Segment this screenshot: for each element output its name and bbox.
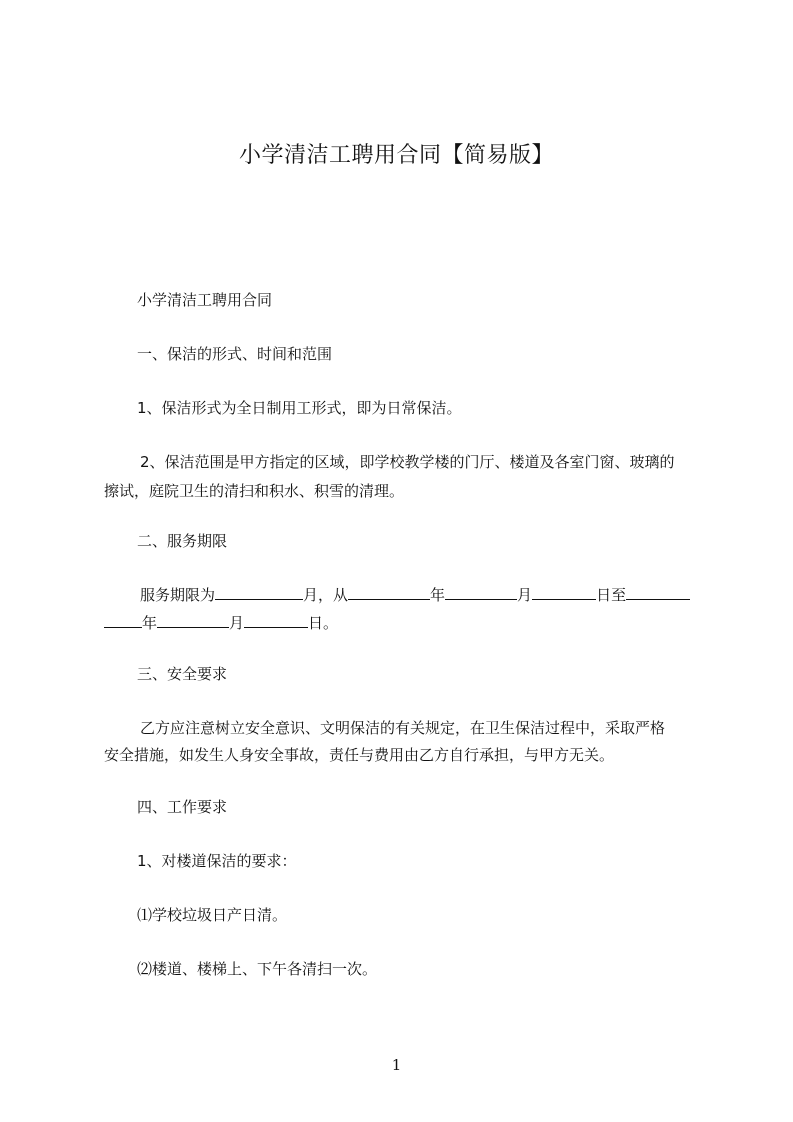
section-4-sub-item-1: ⑴学校垃圾日产日清。 bbox=[137, 906, 288, 924]
start-day-to-label: 日至 bbox=[596, 586, 627, 604]
section-4-sub-item-2: ⑵楼道、楼梯上、下午各清扫一次。 bbox=[137, 960, 378, 978]
end-year-label: 年 bbox=[142, 614, 158, 632]
service-term-line-1 bbox=[140, 584, 690, 606]
term-prefix: 服务期限为 bbox=[140, 586, 216, 604]
section-1-heading: 一、保洁的形式、时间和范围 bbox=[137, 345, 333, 363]
contract-subtitle: 小学清洁工聘用合同 bbox=[137, 291, 273, 309]
document-title: 小学清洁工聘用合同【简易版】 bbox=[238, 143, 554, 168]
term-month-label: 月，从 bbox=[303, 586, 349, 604]
start-year-label: 年 bbox=[430, 586, 446, 604]
section-3-heading: 三、安全要求 bbox=[137, 665, 228, 683]
section-4-heading: 四、工作要求 bbox=[137, 798, 228, 816]
end-month-blank[interactable] bbox=[157, 612, 229, 628]
start-month-label: 月 bbox=[517, 586, 533, 604]
section-1-item-1: 1、保洁形式为全日制用工形式，即为日常保洁。 bbox=[137, 399, 462, 417]
end-month-label: 月 bbox=[229, 614, 245, 632]
end-year-blank-part-1[interactable] bbox=[626, 584, 690, 600]
section-2-heading: 二、服务期限 bbox=[137, 532, 228, 550]
section-1-item-2-line-2: 擦试，庭院卫生的清扫和积水、积雪的清理。 bbox=[104, 482, 405, 500]
section-1-item-2-line-1: 2、保洁范围是甲方指定的区域，即学校教学楼的门厅、楼道及各室门窗、玻璃的 bbox=[140, 453, 675, 471]
section-3-paragraph-line-1: 乙方应注意树立安全意识、文明保洁的有关规定，在卫生保洁过程中，采取严格 bbox=[140, 719, 666, 737]
end-year-blank-part-2[interactable] bbox=[104, 612, 142, 628]
section-4-item-1: 1、对楼道保洁的要求： bbox=[137, 852, 297, 870]
start-day-blank[interactable] bbox=[532, 584, 596, 600]
service-term-line-2 bbox=[104, 612, 338, 634]
end-day-label: 日。 bbox=[308, 614, 339, 632]
page-number: 1 bbox=[391, 1056, 402, 1074]
end-day-blank[interactable] bbox=[244, 612, 308, 628]
start-year-blank[interactable] bbox=[348, 584, 430, 600]
section-3-paragraph-line-2: 安全措施，如发生人身安全事故，责任与费用由乙方自行承担，与甲方无关。 bbox=[104, 746, 615, 764]
start-month-blank[interactable] bbox=[445, 584, 517, 600]
term-months-blank[interactable] bbox=[215, 584, 303, 600]
